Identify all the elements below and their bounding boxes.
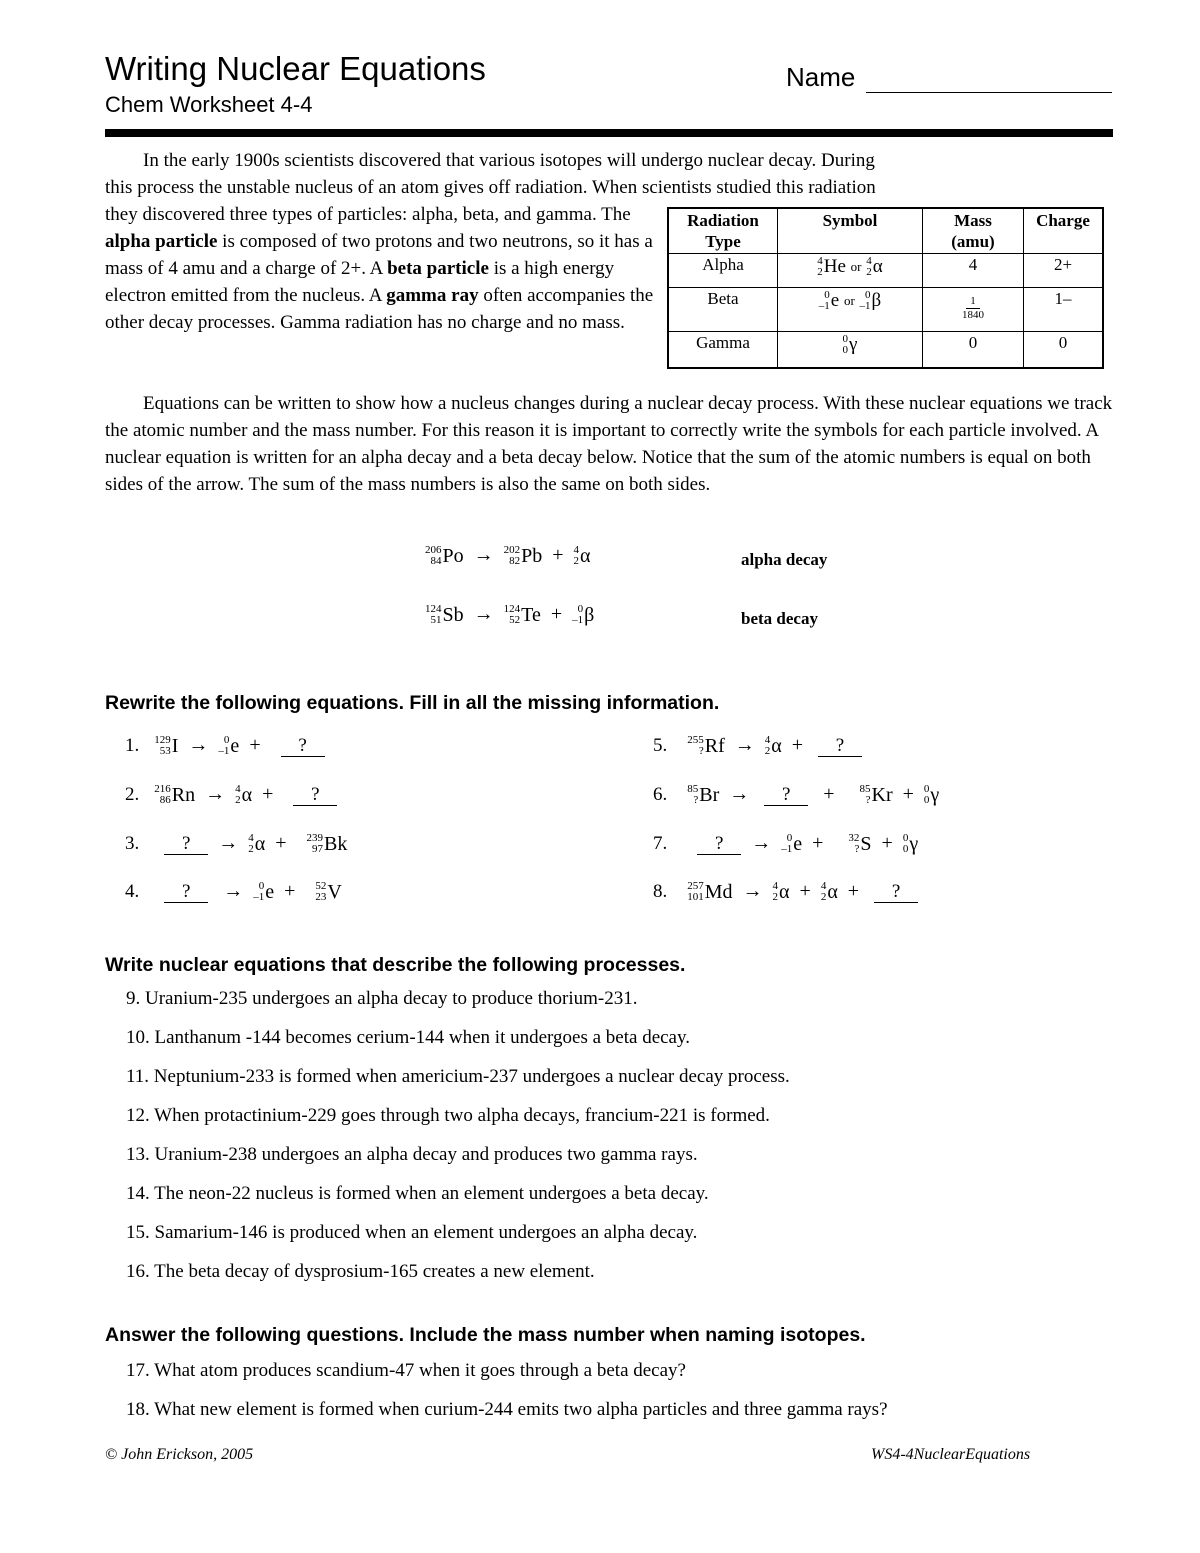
- equation-1: 1. 129 53 I → 0 –1 e + ?: [125, 734, 325, 758]
- beta-symbol: 0 –1 e or 0 –1 β: [778, 288, 923, 332]
- question-12: 12. When protactinium-229 goes through two alpha decays, francium-221 is formed.: [126, 1105, 770, 1126]
- equation-4: 4. ? → 0 –1 e + 52 23 V: [125, 880, 342, 904]
- alpha-symbol: 4 2 He or 4 2 α: [778, 254, 923, 288]
- answer-blank-3[interactable]: ?: [164, 834, 208, 855]
- row-alpha-type: Alpha: [668, 254, 778, 288]
- worksheet-title: Writing Nuclear Equations: [105, 50, 486, 87]
- header-radiation-type: Radiation Type: [668, 208, 778, 254]
- radiation-table: [667, 207, 1104, 369]
- header-symbol: Symbol: [778, 208, 923, 254]
- row-beta-mass: $\frac{1}{1840}$: [923, 288, 1024, 332]
- intro-paragraph-particles: [105, 201, 660, 336]
- section-rewrite-heading: Rewrite the following equations. Fill in all the missing information.: [105, 692, 720, 714]
- answer-blank-4[interactable]: ?: [164, 882, 208, 903]
- gamma-symbol: 0 0 γ: [778, 332, 923, 368]
- row-beta-charge: 1–: [1024, 288, 1104, 332]
- intro-paragraph-1: [105, 147, 1110, 201]
- alpha-decay-example: 206 84 Po → 202 82 Pb + 4 2 α: [425, 544, 591, 568]
- gamma-ray-term: gamma ray: [386, 285, 479, 306]
- row-alpha-charge: 2+: [1024, 254, 1104, 288]
- row-gamma-type: Gamma: [668, 332, 778, 368]
- equation-5: 5. 255 ? Rf → 4 2 α + ?: [653, 734, 862, 758]
- beta-particle-term: beta particle: [387, 258, 489, 279]
- alpha-particle-term: alpha particle: [105, 231, 218, 252]
- question-16: 16. The beta decay of dysprosium-165 creates a new element.: [126, 1261, 595, 1282]
- question-15: 15. Samarium-146 is produced when an element undergoes an alpha decay.: [126, 1222, 698, 1243]
- question-13: 13. Uranium-238 undergoes an alpha decay and produces two gamma rays.: [126, 1144, 698, 1165]
- intro-text-d: often accompanies the other decay processes. Gamma radiation has no charge and no mass.: [105, 285, 654, 333]
- header-rule: [105, 129, 1113, 137]
- header-charge: Charge: [1024, 208, 1104, 254]
- equation-6: 6. 85 ? Br → ? + 85 ? Kr + 0 0 γ: [653, 783, 940, 807]
- intro-text-c: is a high energy electron emitted from the nucleus. A: [105, 258, 615, 306]
- row-gamma-charge: 0: [1024, 332, 1104, 368]
- row-beta-type: Beta: [668, 288, 778, 332]
- footer-copyright: © John Erickson, 2005: [105, 1446, 254, 1463]
- intro-text-a: they discovered three types of particles: alpha, beta, and gamma. The: [105, 204, 631, 225]
- question-18: 18. What new element is formed when curium-244 emits two alpha particles and three gamma rays?: [126, 1399, 888, 1420]
- name-blank-line[interactable]: [866, 92, 1112, 93]
- equations-paragraph-text: Equations can be written to show how a nucleus changes during a nuclear decay process. With these nuclear equations we track the atomic number and the mass number. For this reason it is important to correctly write the symbols for each particle involved. A nuclear equation is written for an alpha decay and a beta decay below. Notice that the sum of the atomic numbers is equal on both sides of the arrow. The sum of the mass numbers is also the same on both sides.: [105, 393, 1113, 495]
- beta-decay-example: 124 51 Sb → 124 52 Te + 0 –1 β: [425, 603, 595, 627]
- equation-7: 7. ? → 0 –1 e + 32 ? S + 0 0 γ: [653, 832, 919, 856]
- section-answer-heading: Answer the following questions. Include the mass number when naming isotopes.: [105, 1324, 866, 1346]
- question-9: 9. Uranium-235 undergoes an alpha decay to produce thorium-231.: [126, 988, 638, 1009]
- equation-8: 8. 257 101 Md → 4 2 α + 4 2 α + ?: [653, 880, 918, 904]
- answer-blank-8[interactable]: ?: [874, 882, 918, 903]
- answer-blank-7[interactable]: ?: [697, 834, 741, 855]
- worksheet-subtitle: Chem Worksheet 4-4: [105, 92, 313, 117]
- question-14: 14. The neon-22 nucleus is formed when an element undergoes a beta decay.: [126, 1183, 709, 1204]
- equation-2: 2. 216 86 Rn → 4 2 α + ?: [125, 783, 337, 807]
- header-mass: Mass (amu): [923, 208, 1024, 254]
- intro-line-1: In the early 1900s scientists discovered that various isotopes will undergo nuclear decay. During: [143, 150, 875, 171]
- name-label: Name: [786, 62, 856, 92]
- answer-blank-2[interactable]: ?: [293, 785, 337, 806]
- question-10: 10. Lanthanum -144 becomes cerium-144 when it undergoes a beta decay.: [126, 1027, 691, 1048]
- answer-blank-1[interactable]: ?: [281, 736, 325, 757]
- row-alpha-mass: 4: [923, 254, 1024, 288]
- answer-blank-5[interactable]: ?: [818, 736, 862, 757]
- equations-paragraph: [105, 390, 1115, 498]
- row-gamma-mass: 0: [923, 332, 1024, 368]
- footer-file-id: WS4-4NuclearEquations: [871, 1446, 1031, 1463]
- question-11: 11. Neptunium-233 is formed when americium-237 undergoes a nuclear decay process.: [126, 1066, 790, 1087]
- question-17: 17. What atom produces scandium-47 when it goes through a beta decay?: [126, 1360, 686, 1381]
- answer-blank-6[interactable]: ?: [764, 785, 808, 806]
- intro-line-2: this process the unstable nucleus of an atom gives off radiation. When scientists studied this radiation: [105, 177, 876, 198]
- intro-text-b: is composed of two protons and two neutrons, so it has a mass of 4 amu and a charge of 2+. A: [105, 231, 653, 279]
- equation-3: 3. ? → 4 2 α + 239 97 Bk: [125, 832, 348, 856]
- beta-decay-label: beta decay: [741, 609, 818, 628]
- alpha-decay-label: alpha decay: [741, 550, 828, 569]
- section-write-heading: Write nuclear equations that describe the following processes.: [105, 954, 686, 976]
